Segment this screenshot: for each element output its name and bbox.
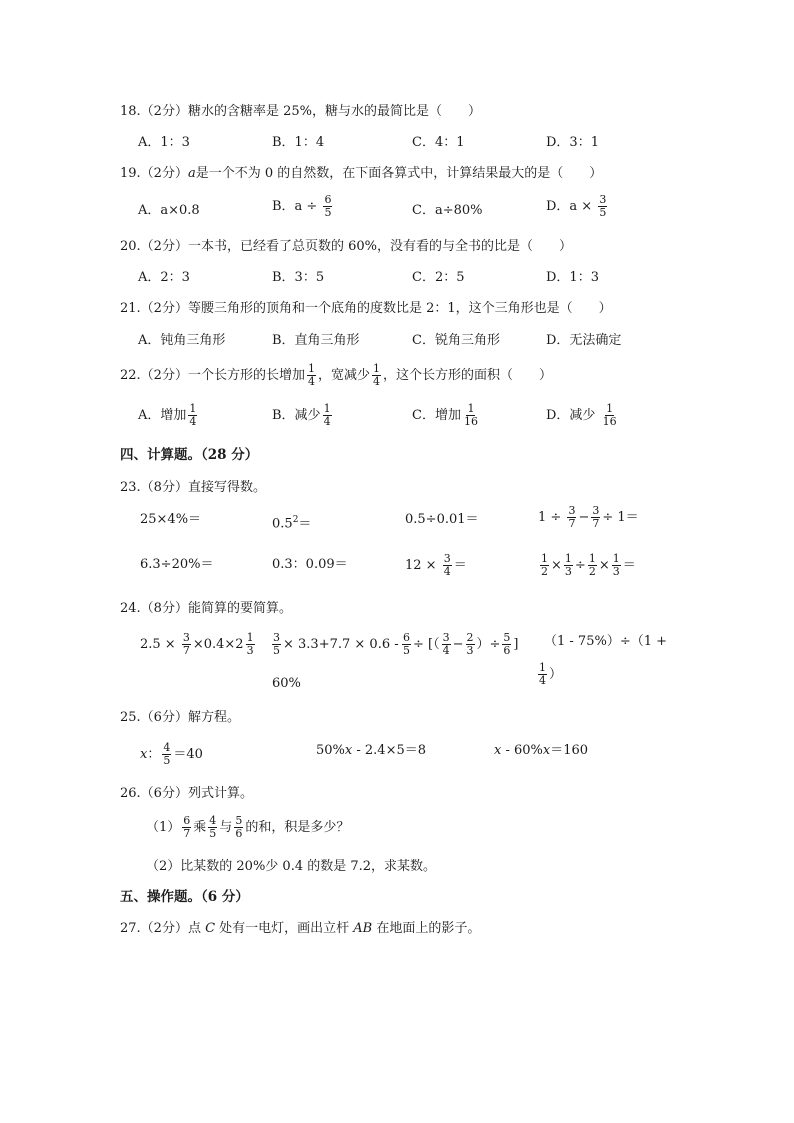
q21-stem: 21.（2分）等腰三角形的顶角和一个底角的度数比是 2：1，这个三角形也是（ ） [120,301,612,316]
q26-sub-2: （2）比某数的 20%少 0.4 的数是 7.2，求某数。 [146,859,437,874]
q22-option-b[interactable]: B．减少 $\frac{1}{4}$ [272,402,331,428]
q24-expr-3: $\frac{6}{5}$ ÷ [（ $\frac{3}{4}$ − $\frac{2}{3}$ ）÷ $\frac{5}{6}$ ] [403,631,519,657]
q25-eq-3: x - 60%x＝160 [494,743,589,758]
q24-stem: 24.（8分）能简算的要简算。 [120,601,292,616]
q22-option-c[interactable]: C．增加 $\frac{1}{16}$ [412,402,478,428]
q23-item-1: 25×4%＝ [140,512,202,527]
q18-option-b[interactable]: B．1：4 [272,135,325,150]
section-4-heading: 四、计算题。（28 分） [120,447,259,463]
q19-option-d[interactable]: D．a × $\frac{3}{5}$ [546,193,607,219]
q18-stem: 18.（2分）糖水的含糖率是 25%，糖与水的最简比是（ ） [120,104,481,119]
q19-stem: 19.（2分）a是一个不为 0 的自然数，在下面各算式中，计算结果最大的是（ ） [120,166,603,181]
q23-item-6: 0.3：0.09＝ [272,557,348,572]
q24-expr-1: 2.5 × $\frac{3}{7}$ ×0.4×2 $\frac{1}{3}$ [140,631,254,657]
q24-expr-4: （1 - 75%）÷（1 + [544,634,668,649]
q22-option-a[interactable]: A．增加 $\frac{1}{4}$ [138,402,197,428]
q21-option-a[interactable]: A．钝角三角形 [138,333,226,348]
q26-sub-1: （1） $\frac{6}{7}$ 乘 $\frac{4}{5}$ 与 $\frac{5}{6}$ 的和，积是多少？ [146,814,350,840]
q18-option-d[interactable]: D．3：1 [546,135,599,150]
q23-item-8: $\frac{1}{2}$ × $\frac{1}{3}$ ÷ $\frac{1}{2}$ × $\frac{1}{3}$ ＝ [541,552,636,578]
q22-stem: 22.（2分）一个长方形的长增加 $\frac{1}{4}$ ，宽减少 $\frac{1}{4}$ ，这个长方形的面积（ ） [120,362,552,388]
q25-eq-1: x： $\frac{4}{5}$ ＝40 [140,741,203,767]
q24-expr-2-wrap: 60% [272,676,301,691]
q23-item-3: 0.5÷0.01＝ [405,512,479,527]
q19-option-a[interactable]: A．a×0.8 [138,203,200,218]
q23-item-2: $0.5^2=$ [272,515,312,532]
q21-option-d[interactable]: D．无法确定 [546,333,622,348]
q21-option-b[interactable]: B．直角三角形 [272,333,360,348]
q20-option-d[interactable]: D．1：3 [546,270,599,285]
q25-eq-2: 50%x - 2.4×5＝8 [316,743,427,758]
q23-item-5: 6.3÷20%＝ [140,557,214,572]
q20-option-a[interactable]: A．2：3 [138,270,190,285]
q22-option-d[interactable]: D．减少 $\frac{1}{16}$ [546,402,617,428]
q23-stem: 23.（8分）直接写得数。 [120,480,266,495]
q23-item-4: 1 ÷ $\frac{3}{7}$ − $\frac{3}{7}$ ÷ 1＝ [538,504,639,530]
q23-item-7: 12 × $\frac{3}{4}$ ＝ [405,552,467,578]
q20-option-c[interactable]: C．2：5 [412,270,465,285]
q24-expr-4-wrap: $\frac{1}{4}$ ） [539,661,563,687]
q18-option-a[interactable]: A．1：3 [138,135,190,150]
q25-stem: 25.（6分）解方程。 [120,710,240,725]
q18-option-c[interactable]: C．4：1 [412,135,465,150]
q20-stem: 20.（2分）一本书，已经看了总页数的 60%，没有看的与全书的比是（ ） [120,239,572,254]
q19-option-b[interactable]: B．a ÷ $\frac{6}{5}$ [272,193,332,219]
q19-option-c[interactable]: C．a÷80% [412,203,483,218]
q27-stem: 27.（2分）点 C 处有一电灯，画出立杆 AB 在地面上的影子。 [120,921,481,936]
q21-option-c[interactable]: C．锐角三角形 [412,333,500,348]
q24-expr-2: $\frac{3}{5}$ × 3.3+7.7 × 0.6 - [273,631,399,657]
q26-stem: 26.（6分）列式计算。 [120,786,253,801]
q20-option-b[interactable]: B．3：5 [272,270,325,285]
section-5-heading: 五、操作题。（6 分） [120,889,249,905]
